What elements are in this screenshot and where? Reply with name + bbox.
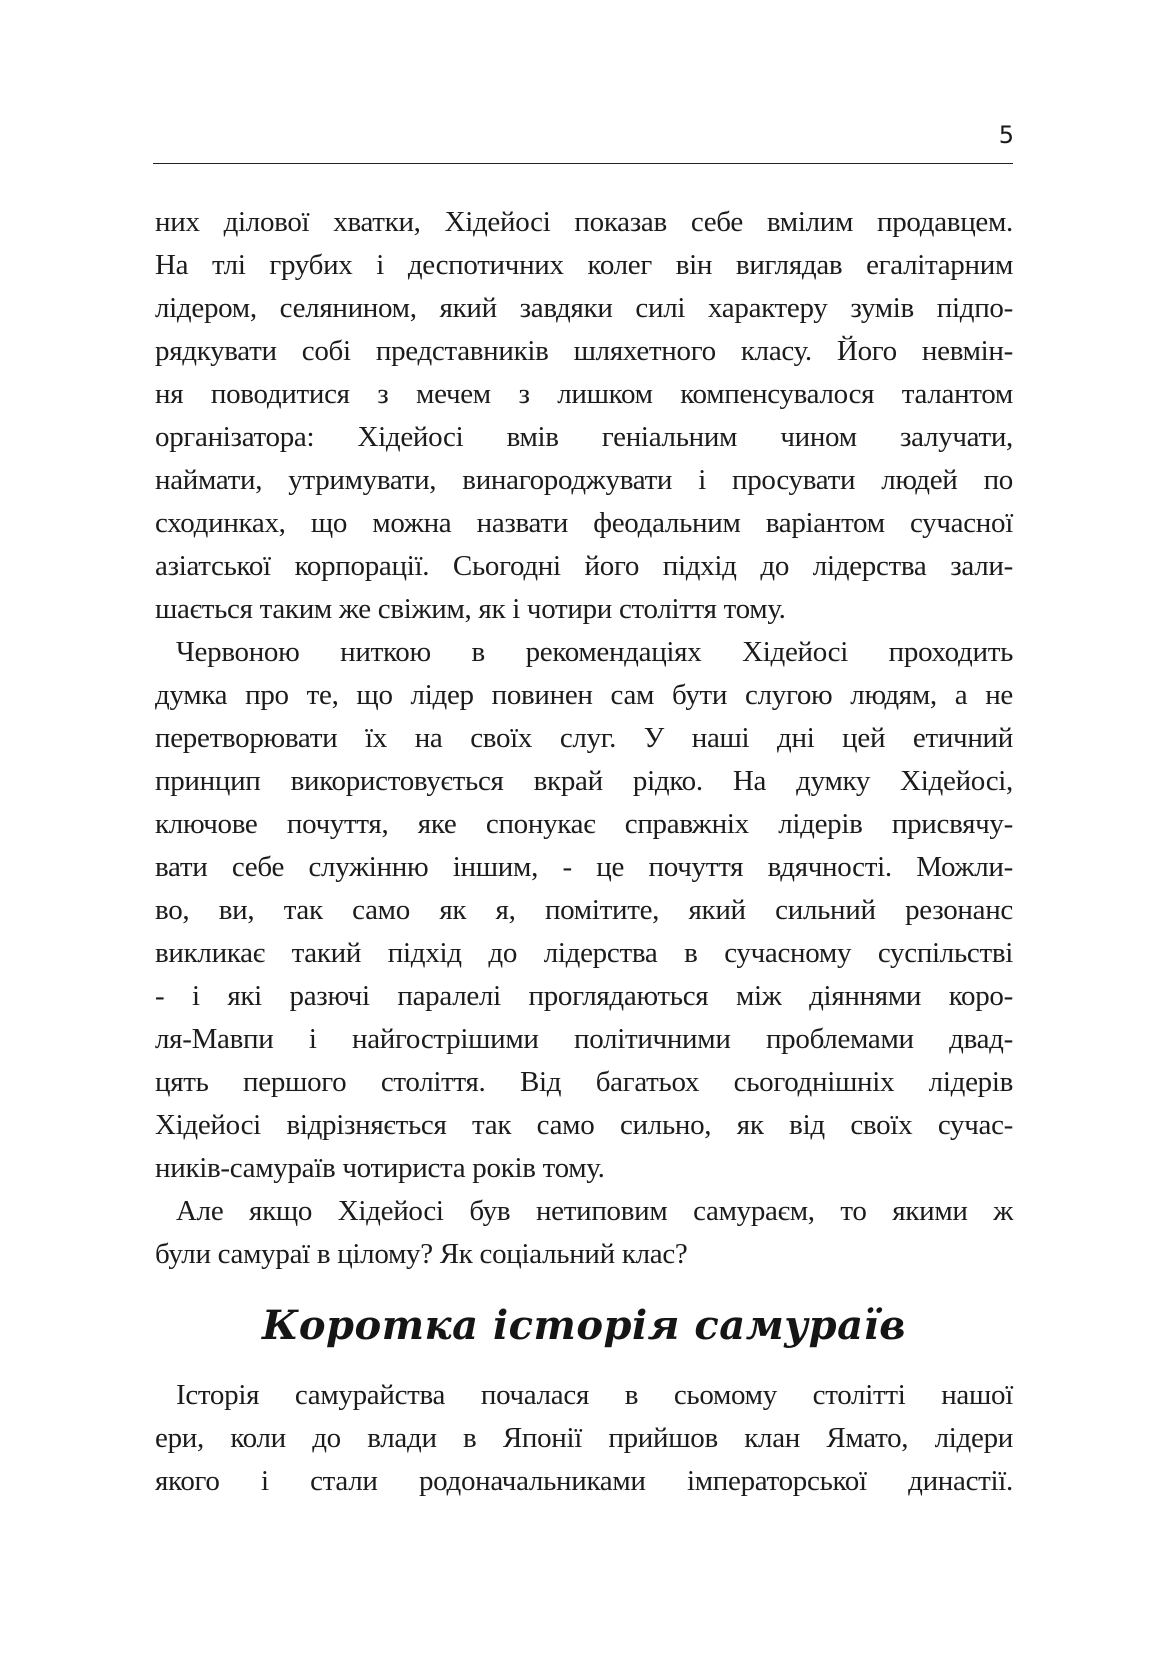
text-line: організатора: Хідейосі вмів геніальним чином залучати, <box>155 421 1013 453</box>
text-line: якого і стали родоначальниками імператорської династії. <box>155 1465 1013 1497</box>
text-line: сходинках, що можна назвати феодальним варіантом сучасної <box>155 507 1013 539</box>
text-line: ників-самураїв чотириста років тому. <box>155 1152 605 1184</box>
text-line: ля-Мавпи і найгострішими політичними проблемами двад- <box>155 1023 1013 1055</box>
text-line: шається таким же свіжим, як і чотири століття тому. <box>155 593 786 625</box>
text-line: лідером, селянином, який завдяки силі характеру зумів підпо- <box>155 292 1013 324</box>
text-line: перетворювати їх на своїх слуг. У наші дні цей етичний <box>155 722 1013 754</box>
text-line: думка про те, що лідер повинен сам бути слугою людям, а не <box>155 679 1013 711</box>
text-line: ключове почуття, яке спонукає справжніх лідерів присвячу- <box>155 808 1013 840</box>
text-line: ери, коли до влади в Японії прийшов клан Ямато, лідери <box>155 1422 1013 1454</box>
text-line: принцип використовується вкрай рідко. На думку Хідейосі, <box>155 765 1013 797</box>
text-line: Червоною ниткою в рекомендаціях Хідейосі проходить <box>176 636 1013 668</box>
text-line: Хідейосі відрізняється так само сильно, як від своїх сучас- <box>155 1109 1013 1141</box>
text-line: викликає такий підхід до лідерства в сучасному суспільстві <box>155 937 1013 969</box>
text-line: - і які разючі паралелі проглядаються між діяннями коро- <box>155 980 1013 1012</box>
text-line: наймати, утримувати, винагороджувати і просувати людей по <box>155 464 1013 496</box>
text-line: ня поводитися з мечем з лишком компенсувалося талантом <box>155 378 1013 410</box>
text-line: На тлі грубих і деспотичних колег він виглядав егалітарним <box>155 249 1013 281</box>
page-number: 5 <box>998 121 1014 149</box>
text-line: Історія самурайства почалася в сьомому столітті нашої <box>176 1379 1013 1411</box>
text-line: Але якщо Хідейосі був нетиповим самураєм, то якими ж <box>176 1195 1013 1227</box>
section-heading: Коротка історія самураїв <box>261 1302 906 1349</box>
header-rule <box>153 163 1013 164</box>
text-line: азіатської корпорації. Сьогодні його підхід до лідерства зали- <box>155 550 1013 582</box>
text-line: во, ви, так само як я, помітите, який сильний резонанс <box>155 894 1013 926</box>
text-line: вати себе служінню іншим, - це почуття вдячності. Можли- <box>155 851 1013 883</box>
text-line: цять першого століття. Від багатьох сьогоднішніх лідерів <box>155 1066 1013 1098</box>
text-line: них ділової хватки, Хідейосі показав себе вмілим продавцем. <box>155 206 1013 238</box>
text-line: рядкувати собі представників шляхетного класу. Його невмін- <box>155 335 1013 367</box>
text-line: були самураї в цілому? Як соціальний клас? <box>155 1238 688 1270</box>
